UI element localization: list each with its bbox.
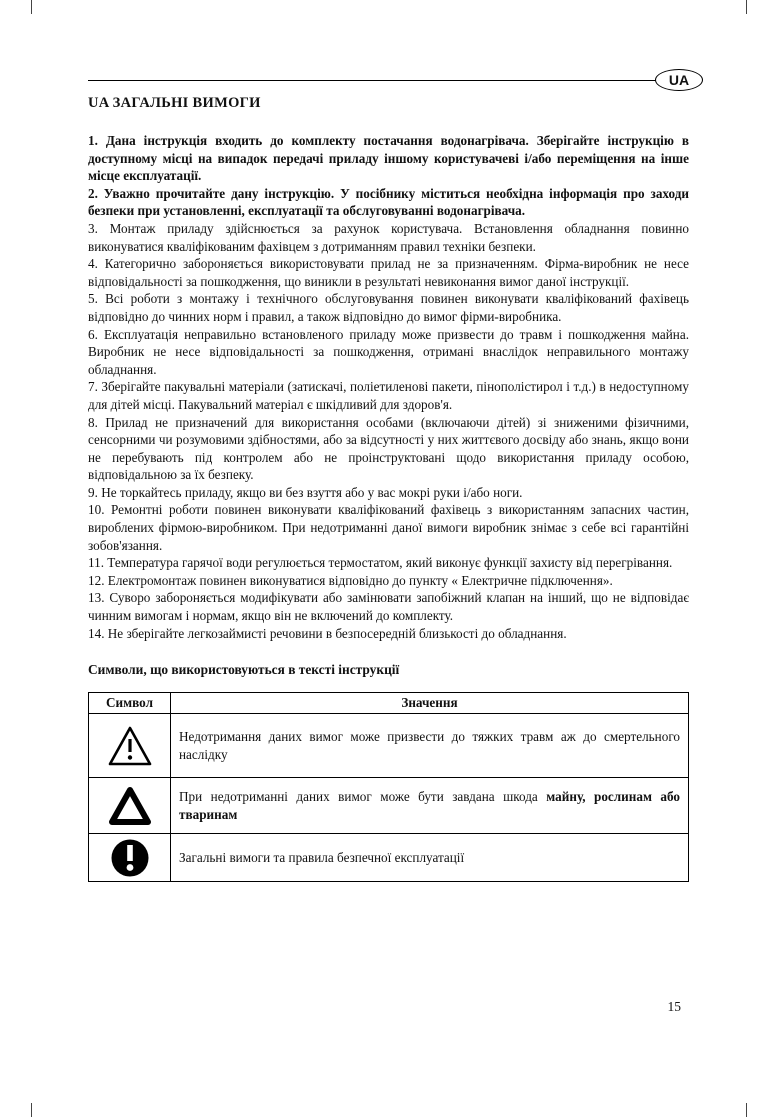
symbol-cell [89,778,171,834]
warning-triangle-exclamation-icon [97,725,162,767]
meaning-text-bold: майну, рослинам або тваринам [179,789,681,822]
page-content [88,72,690,882]
meaning-cell [171,834,689,882]
table-row [89,778,689,834]
paragraph-9: 9. Не торкайтесь приладу, якщо ви без взуття або у вас мокрі руки і/або ноги. [88,484,523,500]
paragraph-13: 13. Суворо забороняється модифікувати або замінювати запобіжний клапан на інший, що не відповідає чинним вимогам і нормам, якщо він не включений до комплекту. [88,590,689,624]
header-rule [88,72,690,88]
page-number: 15 [667,999,681,1014]
paragraph-7: 7. Зберігайте пакувальні матеріали (затискачі, поліетиленові пакети, пінополістирол і т.д.) в недоступному для дітей місці. Пакувальний матеріал є шкідливий для здоров'я. [88,379,689,412]
paragraph-12: 12. Електромонтаж повинен виконуватися відповідно до пункту « Електричне підключення». [88,572,613,588]
paragraph-2: 2. Уважно прочитайте дану інструкцію. У посібнику міститься необхідна інформація про заходи безпеки при установленні, експлуатації та обслуговуванні водонагрівача. [88,185,689,219]
symbols-section-heading: Символи, що використовуються в тексті інструкції [88,662,400,678]
meaning-text: При недотриманні даних вимог може бути завдана шкода [179,789,547,805]
page-title: UA ЗАГАЛЬНІ ВИМОГИ [88,95,261,111]
crop-mark-bottom-right [746,1103,747,1117]
paragraph-14: 14. Не зберігайте легкозаймисті речовини в безпосередній близькості до обладнання. [88,625,567,641]
meaning-text: Недотримання даних вимог може призвести до тяжких травм аж до смертельного наслідку [179,729,680,762]
symbol-cell [89,714,171,778]
meaning-column-header: Значення [171,693,689,714]
paragraph-8: 8. Прилад не призначений для використання особами (включаючи дітей) зі зниженими фізичними, сенсорними чи розумовими здібностями, або за відсутності у них життєвого досвіду або знань, якщо вони не перебувають під контролем або не проінструктовані щодо використання приладу особою, відповідальною за їх безпеку. [88,414,689,483]
table-header-row [89,693,689,714]
language-badge-label: UA [668,72,690,88]
exclamation-circle-icon [97,838,162,878]
symbol-cell [89,834,171,882]
meaning-text: Загальні вимоги та правила безпечної експлуатації [179,849,465,865]
paragraph-5: 5. Всі роботи з монтажу і технічного обслуговування повинен виконувати кваліфікований фахівець відповідно до чинних норм і правил, а також відповідно до вимог фірми-виробника. [88,291,689,324]
paragraph-10: 10. Ремонтні роботи повинен виконувати кваліфікований фахівець з використанням запасних частин, вироблених фірмою-виробником. При недотриманні даної вимоги виробник знімає з себе всі гарантійні зобов'язання. [88,502,689,553]
crop-mark-top-right [746,0,747,14]
symbols-table [88,692,689,882]
crop-mark-top-left [31,0,32,14]
language-badge [655,69,703,91]
paragraph-4: 4. Категорично забороняється використовувати прилад не за призначенням. Фірма-виробник не несе відповідальності за пошкодження, що виникли в результаті невиконання вимог даної інструкції. [88,256,689,289]
meaning-cell [171,778,689,834]
symbol-column-header: Символ [89,693,171,714]
table-row [89,714,689,778]
paragraph-3: 3. Монтаж приладу здійснюється за рахунок користувача. Встановлення обладнання повинно виконуватися кваліфікованим фахівцем з дотриманням правил техніки безпеки. [88,220,689,254]
warning-triangle-icon [97,786,162,826]
table-row [89,834,689,882]
paragraph-1: 1. Дана інструкція входить до комплекту постачання водонагрівача. Зберігайте інструкцію в доступному місці на випадок передачі приладу іншому користувачеві і/або переміщення на інше місце експлуатації. [88,133,689,184]
paragraph-6: 6. Експлуатація неправильно встановленого приладу може призвести до травм і пошкодження майна. Виробник не несе відповідальності за пошкодження, отримані внаслідок неправильного монтажу обладнання. [88,326,689,377]
crop-mark-bottom-left [31,1103,32,1117]
paragraph-11: 11. Температура гарячої води регулюється термостатом, який виконує функції захисту від перегрівання. [88,555,673,571]
meaning-cell [171,714,689,778]
